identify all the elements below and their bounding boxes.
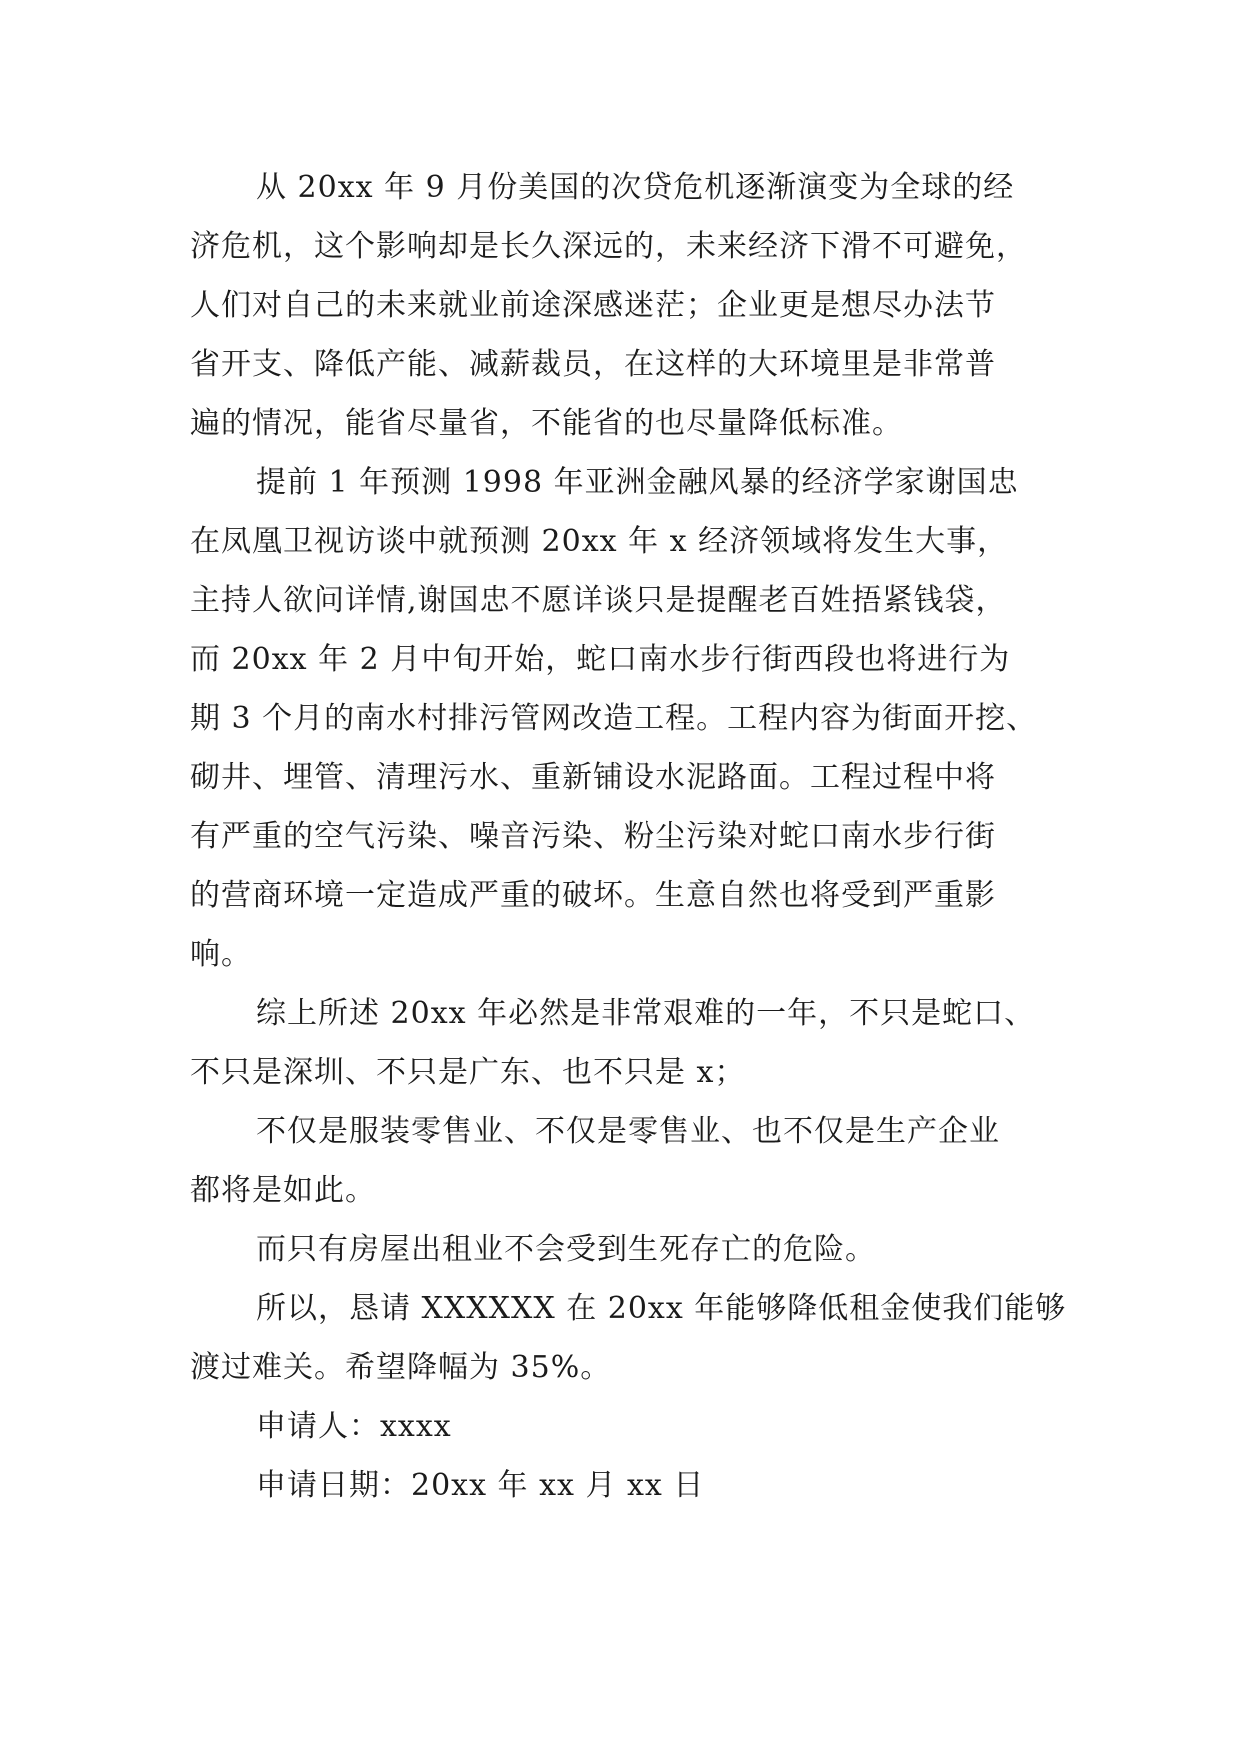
paragraph-forecast-and-construction: [190, 453, 1052, 984]
application-date-line: [190, 1456, 1052, 1515]
text-line: 都将是如此。: [190, 1173, 376, 1208]
text-line: 提前 1 年预测 1998 年亚洲金融风暴的经济学家谢国忠: [256, 465, 1019, 500]
paragraph-industries: [190, 1102, 1052, 1220]
text-line: 而 20xx 年 2 月中旬开始，蛇口南水步行街西段也将进行为: [190, 642, 1011, 677]
document-body: [190, 158, 1067, 1515]
text-line: 省开支、降低产能、减薪裁员，在这样的大环境里是非常普: [190, 347, 996, 382]
text-line: 砌井、埋管、清理污水、重新铺设水泥路面。工程过程中将: [190, 760, 996, 795]
text-line: 遍的情况，能省尽量省，不能省的也尽量降低标准。: [190, 406, 903, 441]
applicant-line: [190, 1397, 1052, 1456]
text-line: 济危机，这个影响却是长久深远的，未来经济下滑不可避免，: [190, 229, 1027, 264]
paragraph-summary: [190, 984, 1052, 1102]
text-line: 期 3 个月的南水村排污管网改造工程。工程内容为街面开挖、: [190, 701, 1038, 736]
paragraph-request: [190, 1279, 1067, 1397]
text-line: 在凤凰卫视访谈中就预测 20xx 年 x 经济领域将发生大事，: [190, 524, 1009, 559]
text-line: 所以，恳请 XXXXXX 在 20xx 年能够降低租金使我们能够: [256, 1291, 1067, 1326]
text-line: 的营商环境一定造成严重的破坏。生意自然也将受到严重影: [190, 878, 996, 913]
text-line: 人们对自己的未来就业前途深感迷茫；企业更是想尽办法节: [190, 288, 996, 323]
text-line: 渡过难关。希望降幅为 35%。: [190, 1350, 612, 1385]
text-line: 有严重的空气污染、噪音污染、粉尘污染对蛇口南水步行街: [190, 819, 996, 854]
application-date-text: 申请日期：20xx 年 xx 月 xx 日: [256, 1468, 705, 1503]
paragraph-economic-crisis: [190, 158, 1052, 453]
paragraph-rental-industry: [190, 1220, 1052, 1279]
text-line: 不仅是服装零售业、不仅是零售业、也不仅是生产企业: [256, 1114, 1000, 1149]
text-line: 从 20xx 年 9 月份美国的次贷危机逐渐演变为全球的经: [256, 170, 1015, 205]
text-line: 主持人欲问详情,谢国忠不愿详谈只是提醒老百姓捂紧钱袋，: [190, 583, 1007, 618]
text-line: 综上所述 20xx 年必然是非常艰难的一年，不只是蛇口、: [256, 996, 1036, 1031]
text-line: 响。: [190, 937, 252, 972]
applicant-text: 申请人：xxxx: [256, 1409, 452, 1444]
text-line: 不只是深圳、不只是广东、也不只是 x；: [190, 1055, 746, 1090]
text-line: 而只有房屋出租业不会受到生死存亡的危险。: [256, 1232, 876, 1267]
